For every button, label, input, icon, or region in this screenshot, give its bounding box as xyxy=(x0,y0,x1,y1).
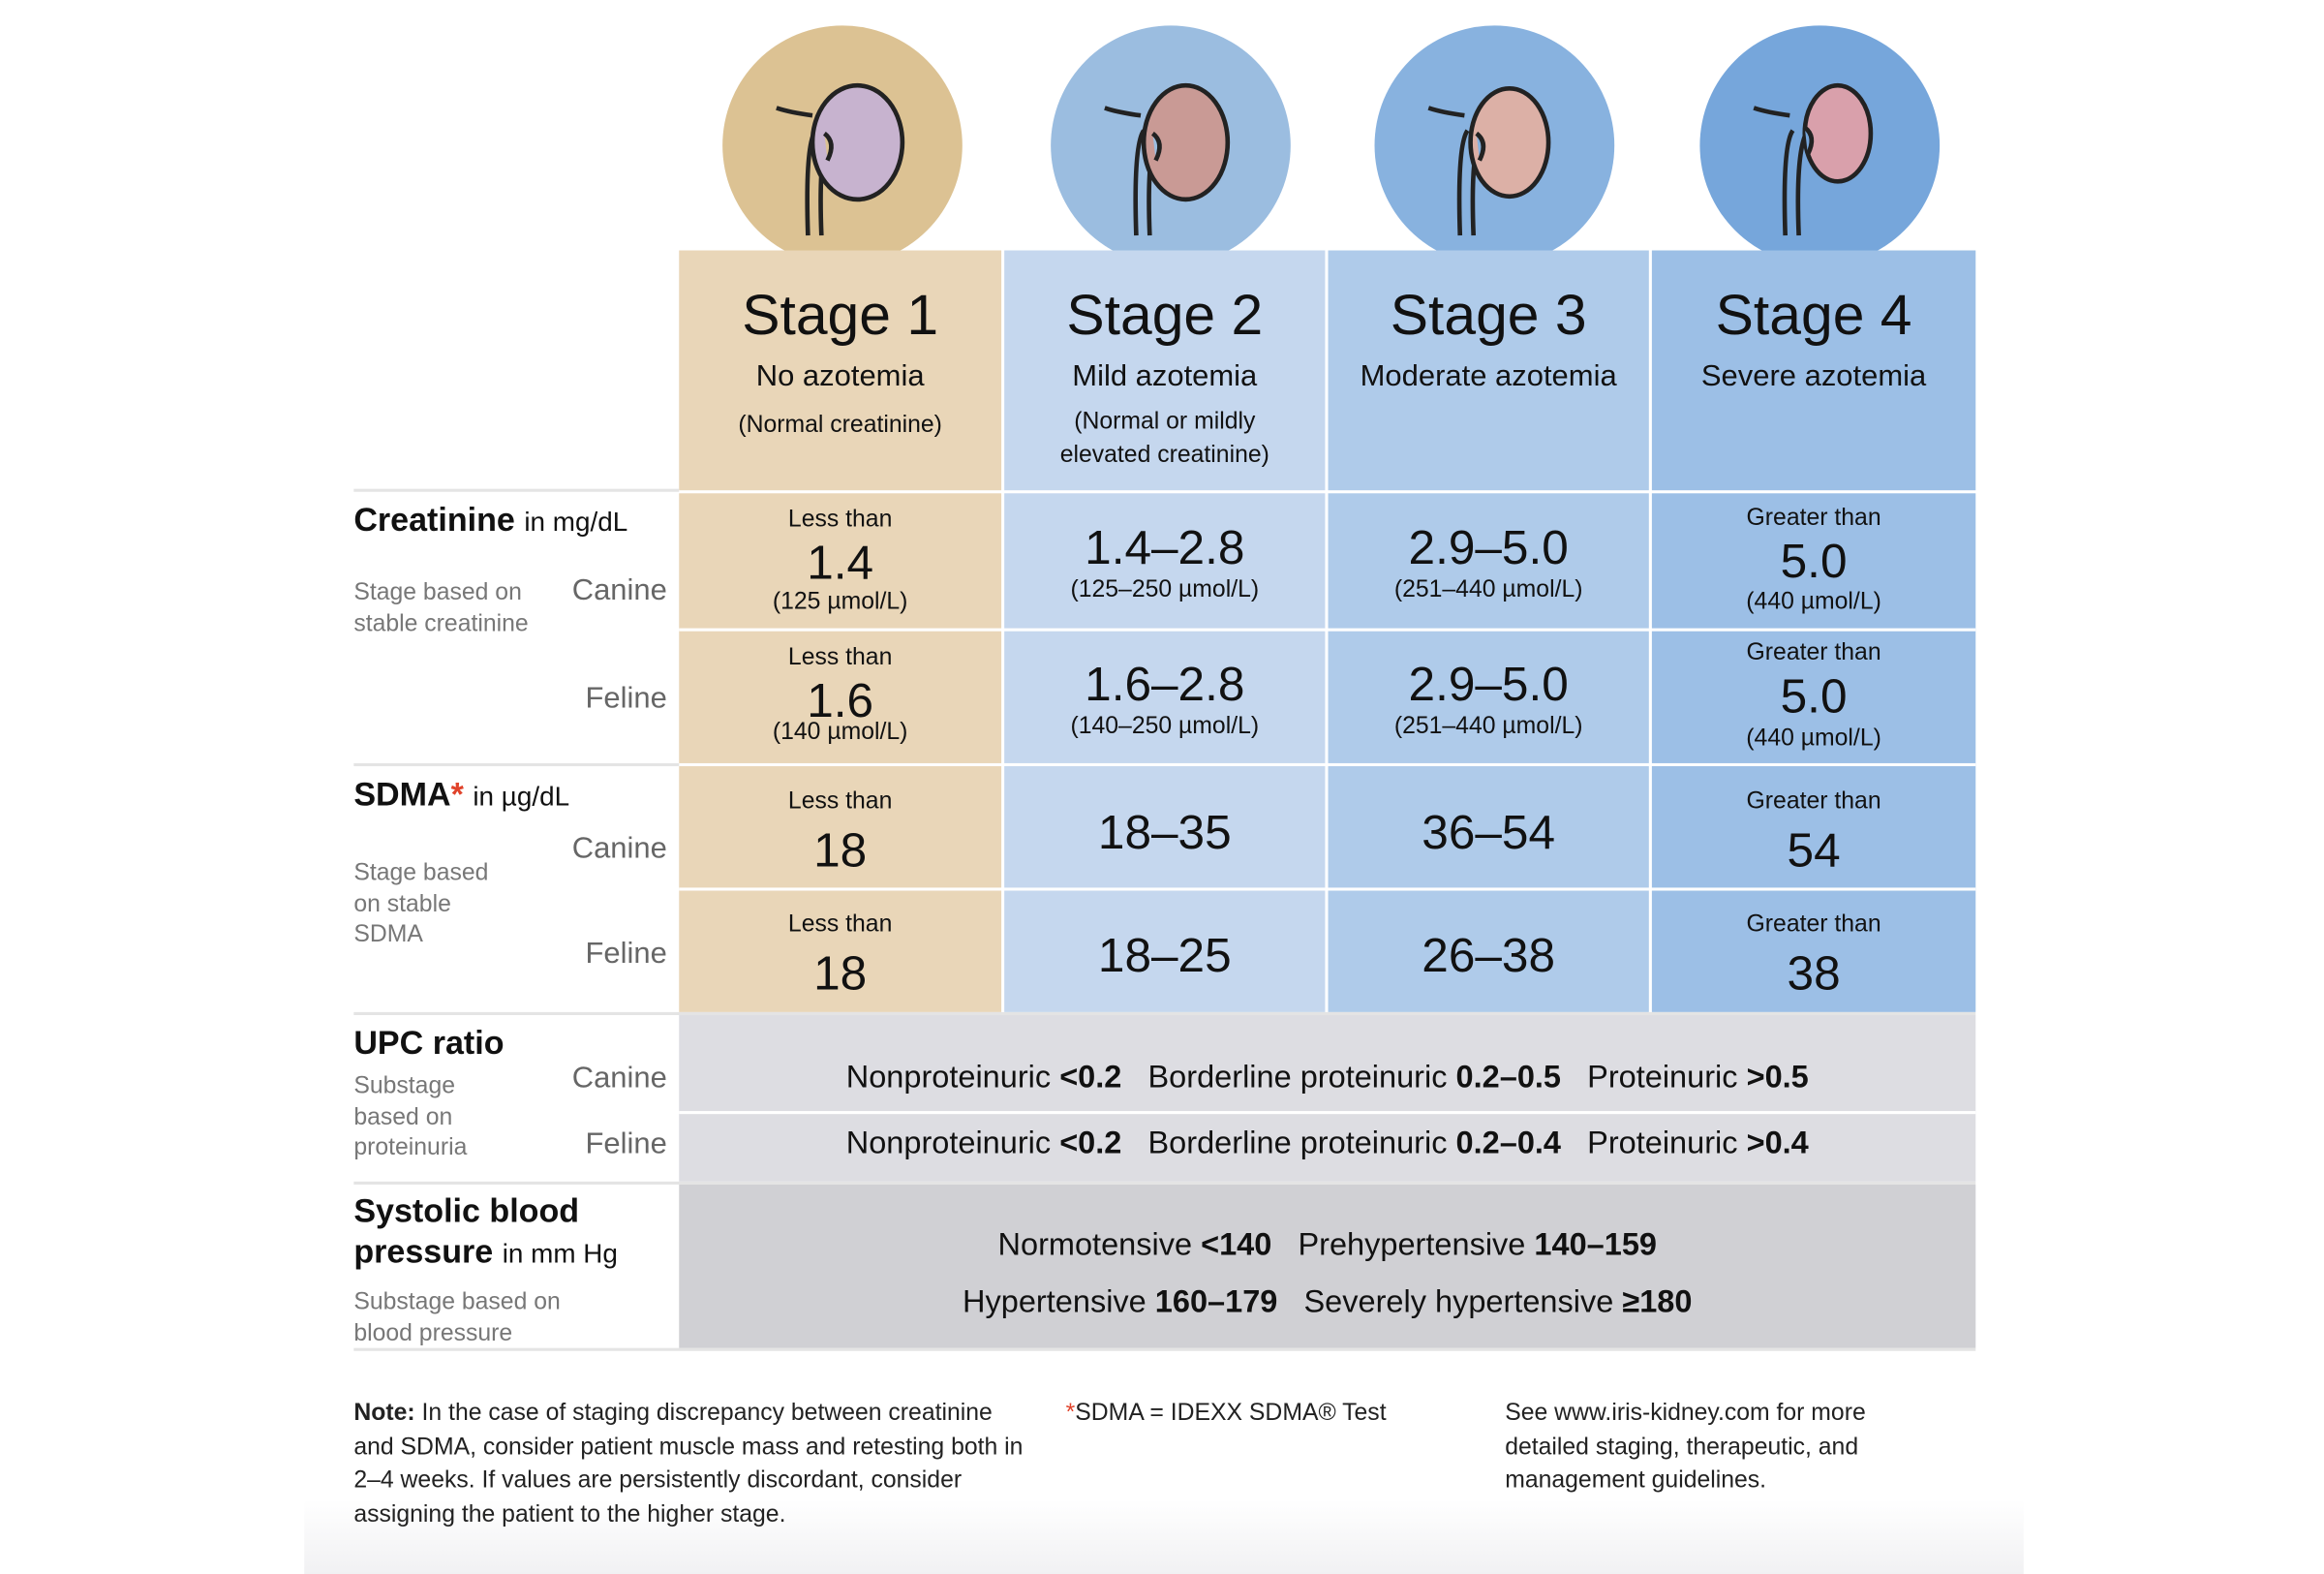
stage-2-header xyxy=(1004,251,1325,491)
section-rule xyxy=(353,1348,1975,1351)
creatinine-canine-label: Canine xyxy=(571,573,667,607)
sdma-heading: SDMA* in µg/dL xyxy=(353,775,570,814)
upc-canine-label: Canine xyxy=(571,1061,667,1096)
sdma-feline-stage-3: 26–38 xyxy=(1422,928,1556,982)
upc-feline-row: Nonproteinuric <0.2 Borderline proteinuric 0.2–0.4 Proteinuric >0.4 xyxy=(845,1126,1809,1161)
sdma-description: Stage based on stable SDMA xyxy=(353,860,489,948)
footer-see-link: See www.iris-kidney.com for more detailed staging, therapeutic, and management guidelines. xyxy=(1505,1400,1866,1494)
stage-3-header xyxy=(1329,251,1649,491)
stage-1-subtitle: No azotemia xyxy=(755,359,925,393)
bp-background xyxy=(679,1185,1975,1348)
sdma-canine-label: Canine xyxy=(571,832,667,866)
stage-2-subtitle: Mild azotemia xyxy=(1072,359,1258,393)
upc-canine-row: Nonproteinuric <0.2 Borderline proteinuric 0.2–0.5 Proteinuric >0.5 xyxy=(845,1060,1809,1096)
creatinine-feline-stage-4: Greater than 5.0 (440 µmol/L) xyxy=(1746,639,1881,752)
bp-row-2: Hypertensive 160–179 Severely hypertensive ≥180 xyxy=(963,1284,1693,1320)
stage-4-header xyxy=(1652,251,1975,491)
bp-heading-line-2: pressure in mm Hg xyxy=(353,1232,618,1271)
creatinine-feline-stage-3: 2.9–5.0 (251–440 µmol/L) xyxy=(1393,657,1583,740)
stage-4-title: Stage 4 xyxy=(1715,285,1912,349)
stage-3-title: Stage 3 xyxy=(1390,285,1587,349)
footer-note: Note: In the case of staging discrepancy between creatinine and SDMA, consider patient muscle mass and retesting both in 2–4 weeks. If values are persistently discordant, consider assigning the patient to the higher stage. xyxy=(353,1400,1024,1528)
sdma-canine-stage-3: 36–54 xyxy=(1422,805,1556,860)
creatinine-feline-stage-1: Less than 1.6 (140 µmol/L) xyxy=(772,644,908,746)
stage-2-note: (Normal or mildly elevated creatinine) xyxy=(1059,409,1269,468)
stage-3-subtitle: Moderate azotemia xyxy=(1360,359,1617,393)
creatinine-canine-stage-2: 1.4–2.8 (125–250 µmol/L) xyxy=(1070,520,1260,603)
stage-3-kidney-icon xyxy=(1375,25,1615,265)
bp-heading-line-1: Systolic blood xyxy=(353,1191,580,1230)
section-rule xyxy=(353,763,679,766)
stage-1-title: Stage 1 xyxy=(742,285,939,349)
upc-description: Substage based on proteinuria xyxy=(353,1073,468,1161)
bp-row-1: Normotensive <140 Prehypertensive 140–159 xyxy=(997,1227,1657,1263)
stage-4-subtitle: Severe azotemia xyxy=(1700,359,1927,393)
creatinine-canine-stage-3: 2.9–5.0 (251–440 µmol/L) xyxy=(1393,520,1583,603)
sdma-feline-stage-4: Greater than 38 xyxy=(1746,911,1881,1001)
row-divider xyxy=(679,1111,1975,1114)
section-rule xyxy=(353,489,679,492)
upc-feline-label: Feline xyxy=(585,1127,667,1161)
creatinine-canine-stage-4: Greater than 5.0 (440 µmol/L) xyxy=(1746,505,1881,615)
creatinine-description: Stage based on stable creatinine xyxy=(353,580,529,637)
stage-4-kidney-icon xyxy=(1699,25,1940,265)
stage-2-kidney-icon xyxy=(1051,25,1291,265)
sdma-canine-stage-2: 18–35 xyxy=(1097,805,1232,860)
stage-2-title: Stage 2 xyxy=(1066,285,1264,349)
footer-sdma-definition: *SDMA = IDEXX SDMA® Test xyxy=(1065,1400,1387,1427)
sdma-canine-stage-4: Greater than 54 xyxy=(1746,788,1881,878)
creatinine-heading: Creatinine in mg/dL xyxy=(353,501,628,539)
stage-1-note: (Normal creatinine) xyxy=(738,412,942,439)
sdma-feline-stage-2: 18–25 xyxy=(1097,928,1232,982)
creatinine-feline-stage-2: 1.6–2.8 (140–250 µmol/L) xyxy=(1070,657,1260,740)
bp-description: Substage based on blood pressure xyxy=(353,1289,561,1346)
stage-1-kidney-icon xyxy=(722,25,963,265)
sdma-feline-label: Feline xyxy=(585,937,667,971)
stage-1-header xyxy=(679,251,1001,491)
upc-heading: UPC ratio xyxy=(353,1024,505,1062)
sdma-feline-stage-1: Less than 18 xyxy=(787,911,893,1001)
creatinine-canine-stage-1: Less than 1.4 (125 µmol/L) xyxy=(772,507,908,615)
creatinine-feline-label: Feline xyxy=(585,682,667,716)
sdma-canine-stage-1: Less than 18 xyxy=(787,788,893,878)
